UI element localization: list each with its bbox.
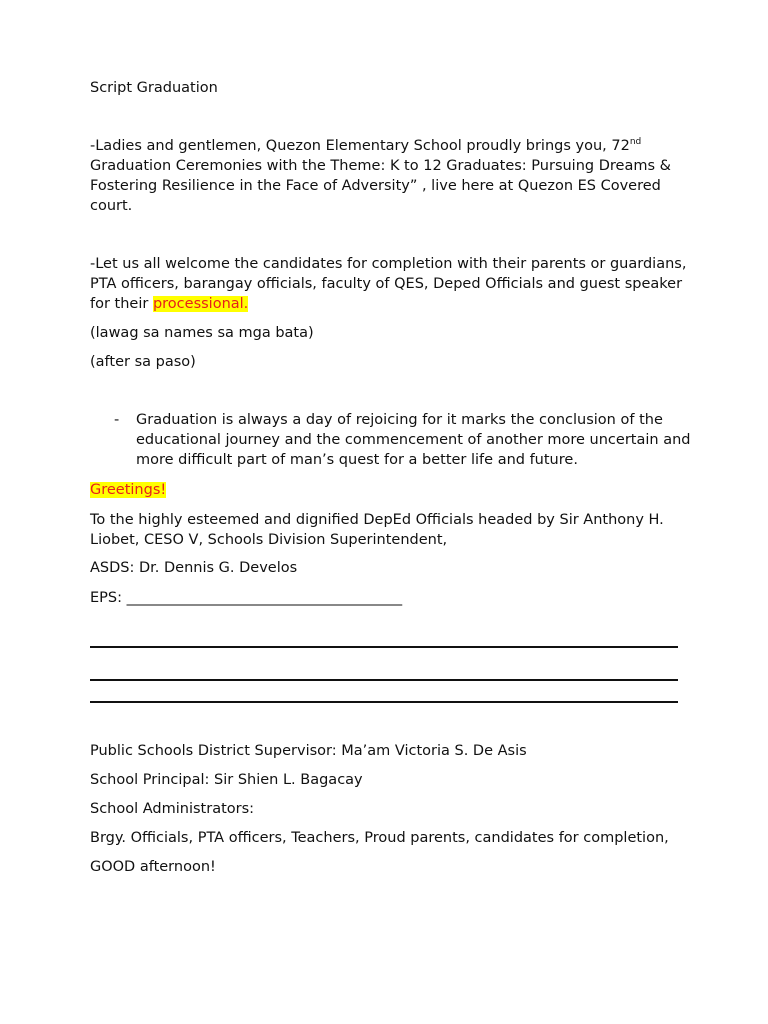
principal-line: School Principal: Sir Shien L. Bagacay	[90, 772, 363, 788]
intro-paragraph	[90, 136, 690, 216]
audience-line: Brgy. Officials, PTA officers, Teachers, Proud parents, candidates for completion,	[90, 830, 669, 846]
processional-highlight: processional.	[152, 296, 249, 312]
greetings-highlight: Greetings!	[90, 482, 167, 498]
intro-text-start: -Ladies and gentlemen, Quezon Elementary School proudly brings you, 72	[90, 138, 630, 154]
welcome-paragraph	[90, 254, 690, 314]
document-title: Script Graduation	[90, 80, 218, 96]
bullet-paragraph: Graduation is always a day of rejoicing for it marks the conclusion of the educational journey and the commencement of another more uncertain and more difficult part of man’s quest for a better life and future.	[136, 412, 691, 468]
welcome-text: -Let us all welcome the candidates for completion with their parents or guardians, PTA officers, barangay officials, faculty of QES, Deped Officials and guest speaker for their	[90, 256, 687, 312]
bullet-marker: -	[114, 412, 120, 428]
administrators-line: School Administrators:	[90, 801, 255, 817]
blank-rule-1	[90, 646, 678, 648]
note-names: (lawag sa names sa mga bata)	[90, 325, 314, 341]
blank-rule-2	[90, 679, 678, 681]
closing-line: GOOD afternoon!	[90, 859, 216, 875]
district-supervisor-line: Public Schools District Supervisor: Ma’am Victoria S. De Asis	[90, 743, 527, 759]
intro-ordinal-suffix: nd	[629, 137, 642, 147]
blank-rule-3	[90, 701, 678, 703]
greetings-heading	[90, 480, 166, 500]
officials-paragraph: To the highly esteemed and dignified DepEd Officials headed by Sir Anthony H. Liobet, CESO V, Schools Division Superintendent,	[90, 512, 664, 548]
eps-line: EPS: ______________________________________	[90, 590, 403, 606]
note-after: (after sa paso)	[90, 354, 196, 370]
asds-line: ASDS: Dr. Dennis G. Develos	[90, 560, 298, 576]
intro-text-end: Graduation Ceremonies with the Theme: K to 12 Graduates: Pursuing Dreams & Fostering Resilience in the Face of Adversity” , live here at Quezon ES Covered court.	[90, 158, 671, 214]
